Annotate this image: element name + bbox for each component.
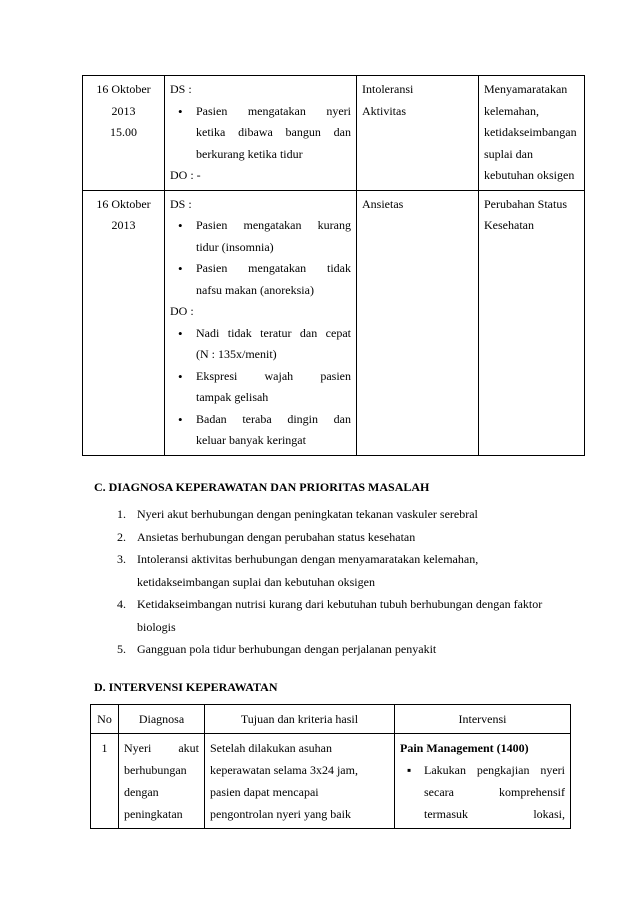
list-item — [196, 366, 351, 409]
table-row — [83, 76, 585, 191]
diagnosa-cell — [119, 734, 205, 829]
list-item-line: tampak gelisah — [196, 390, 269, 404]
etiology-line: ketidakseimbangan — [484, 125, 577, 139]
ds-list — [170, 101, 351, 166]
ds-list — [170, 215, 351, 301]
list-item-line: Ketidakseimbangan nutrisi kurang dari kebutuhan tubuh berhubungan dengan faktor — [137, 597, 543, 611]
list-item-line: • Ekspresi wajah pasien — [196, 368, 351, 383]
etiology-cell — [479, 76, 585, 191]
list-item-line: tidur (insomnia) — [196, 239, 274, 254]
tujuan-cell — [205, 734, 395, 829]
list-number: 5. — [117, 642, 126, 656]
list-item-line: nafsu makan (anoreksia) — [196, 282, 314, 297]
data-cell — [165, 190, 357, 455]
cell-line: pengontrolan nyeri yang baik — [210, 807, 351, 821]
column-header: Intervensi — [395, 705, 571, 734]
etiology-line: Perubahan Status — [484, 196, 567, 211]
intervention-table — [90, 704, 571, 829]
do-list — [170, 323, 351, 452]
date-line: 2013 — [111, 103, 136, 118]
column-header: No — [91, 705, 119, 734]
list-item-line: termasuk lokasi, — [424, 807, 565, 821]
do-label: DO : — [170, 304, 194, 318]
list-item — [196, 258, 351, 301]
list-item-line: secara komprehensif — [424, 785, 565, 799]
intervention-list — [400, 759, 565, 825]
list-item-line: berkurang ketika tidur — [196, 146, 303, 161]
list-item — [117, 548, 557, 593]
list-item — [196, 215, 351, 258]
cell-line: keperawatan selama 3x24 jam, — [210, 763, 358, 777]
assessment-table — [82, 75, 585, 456]
list-item — [117, 593, 557, 638]
problem-line: Ansietas — [362, 196, 404, 211]
data-cell — [165, 76, 357, 191]
diagnosis-list — [117, 503, 557, 661]
list-item — [196, 409, 351, 452]
list-item-line: ketika dibawa bangun dan — [196, 125, 351, 139]
column-header: Diagnosa — [119, 705, 205, 734]
list-item — [117, 503, 557, 526]
list-item-line: • Badan teraba dingin dan — [196, 411, 351, 426]
ds-label: DS : — [170, 196, 192, 211]
list-item — [424, 759, 565, 825]
table-row — [91, 734, 571, 829]
etiology-line: kebutuhan oksigen — [484, 168, 575, 182]
section-c-title: C. DIAGNOSA KEPERAWATAN DAN PRIORITAS MASALAH — [94, 480, 430, 494]
list-item — [117, 638, 557, 661]
etiology-cell — [479, 190, 585, 455]
list-number: 4. — [117, 597, 126, 611]
time-line: 15.00 — [110, 125, 137, 139]
no-cell: 1 — [91, 734, 119, 829]
list-item-line: biologis — [137, 619, 176, 634]
list-item-line: Nyeri akut berhubungan dengan peningkatan tekanan vaskuler serebral — [137, 507, 478, 521]
problem-line: Intoleransi — [362, 82, 414, 96]
do-label: DO : - — [170, 168, 201, 182]
list-item-line: ketidakseimbangan suplai dan kebutuhan oksigen — [137, 574, 375, 589]
date-cell — [83, 190, 165, 455]
date-line: 2013 — [111, 218, 136, 232]
date-cell — [83, 76, 165, 191]
list-item-line: • Pasien mengatakan kurang — [196, 218, 351, 232]
problem-cell — [357, 76, 479, 191]
list-item — [196, 101, 351, 166]
section-d-title: D. INTERVENSI KEPERAWATAN — [94, 680, 278, 694]
list-item-line: keluar banyak keringat — [196, 433, 306, 447]
cell-line: pasien dapat mencapai — [210, 785, 319, 799]
cell-line: Nyeri akut — [124, 741, 199, 755]
column-header: Tujuan dan kriteria hasil — [205, 705, 395, 734]
list-number: 1. — [117, 507, 126, 521]
etiology-line: Menyamaratakan — [484, 82, 568, 96]
cell-line: dengan — [124, 785, 159, 799]
intervention-title: Pain Management (1400) — [400, 741, 529, 755]
list-item-line: (N : 135x/menit) — [196, 347, 277, 361]
ds-label: DS : — [170, 82, 192, 96]
list-item — [196, 323, 351, 366]
list-item-line: • Pasien mengatakan nyeri — [196, 103, 351, 118]
list-item-line: Intoleransi aktivitas berhubungan dengan menyamaratakan kelemahan, — [137, 552, 479, 566]
list-item-line: Gangguan pola tidur berhubungan dengan perjalanan penyakit — [137, 642, 437, 656]
table-header-row — [91, 705, 571, 734]
list-number: 2. — [117, 529, 126, 544]
table-row — [83, 190, 585, 455]
list-item-line: • Nadi tidak teratur dan cepat — [196, 325, 351, 340]
cell-line: peningkatan — [124, 807, 183, 821]
list-number: 3. — [117, 552, 126, 566]
etiology-line: kelemahan, — [484, 103, 539, 118]
intervensi-cell — [395, 734, 571, 829]
etiology-line: Kesehatan — [484, 218, 534, 232]
problem-cell — [357, 190, 479, 455]
problem-line: Aktivitas — [362, 103, 406, 118]
list-item — [117, 526, 557, 549]
list-item-line: Ansietas berhubungan dengan perubahan status kesehatan — [137, 529, 416, 544]
date-line: 16 Oktober — [96, 82, 151, 96]
list-item-line: • Pasien mengatakan tidak — [196, 261, 351, 275]
cell-line: Setelah dilakukan asuhan — [210, 741, 332, 755]
list-item-line: ▪ Lakukan pengkajian nyeri — [424, 763, 565, 777]
cell-line: berhubungan — [124, 763, 187, 777]
etiology-line: suplai dan — [484, 146, 533, 161]
date-line: 16 Oktober — [96, 196, 151, 211]
